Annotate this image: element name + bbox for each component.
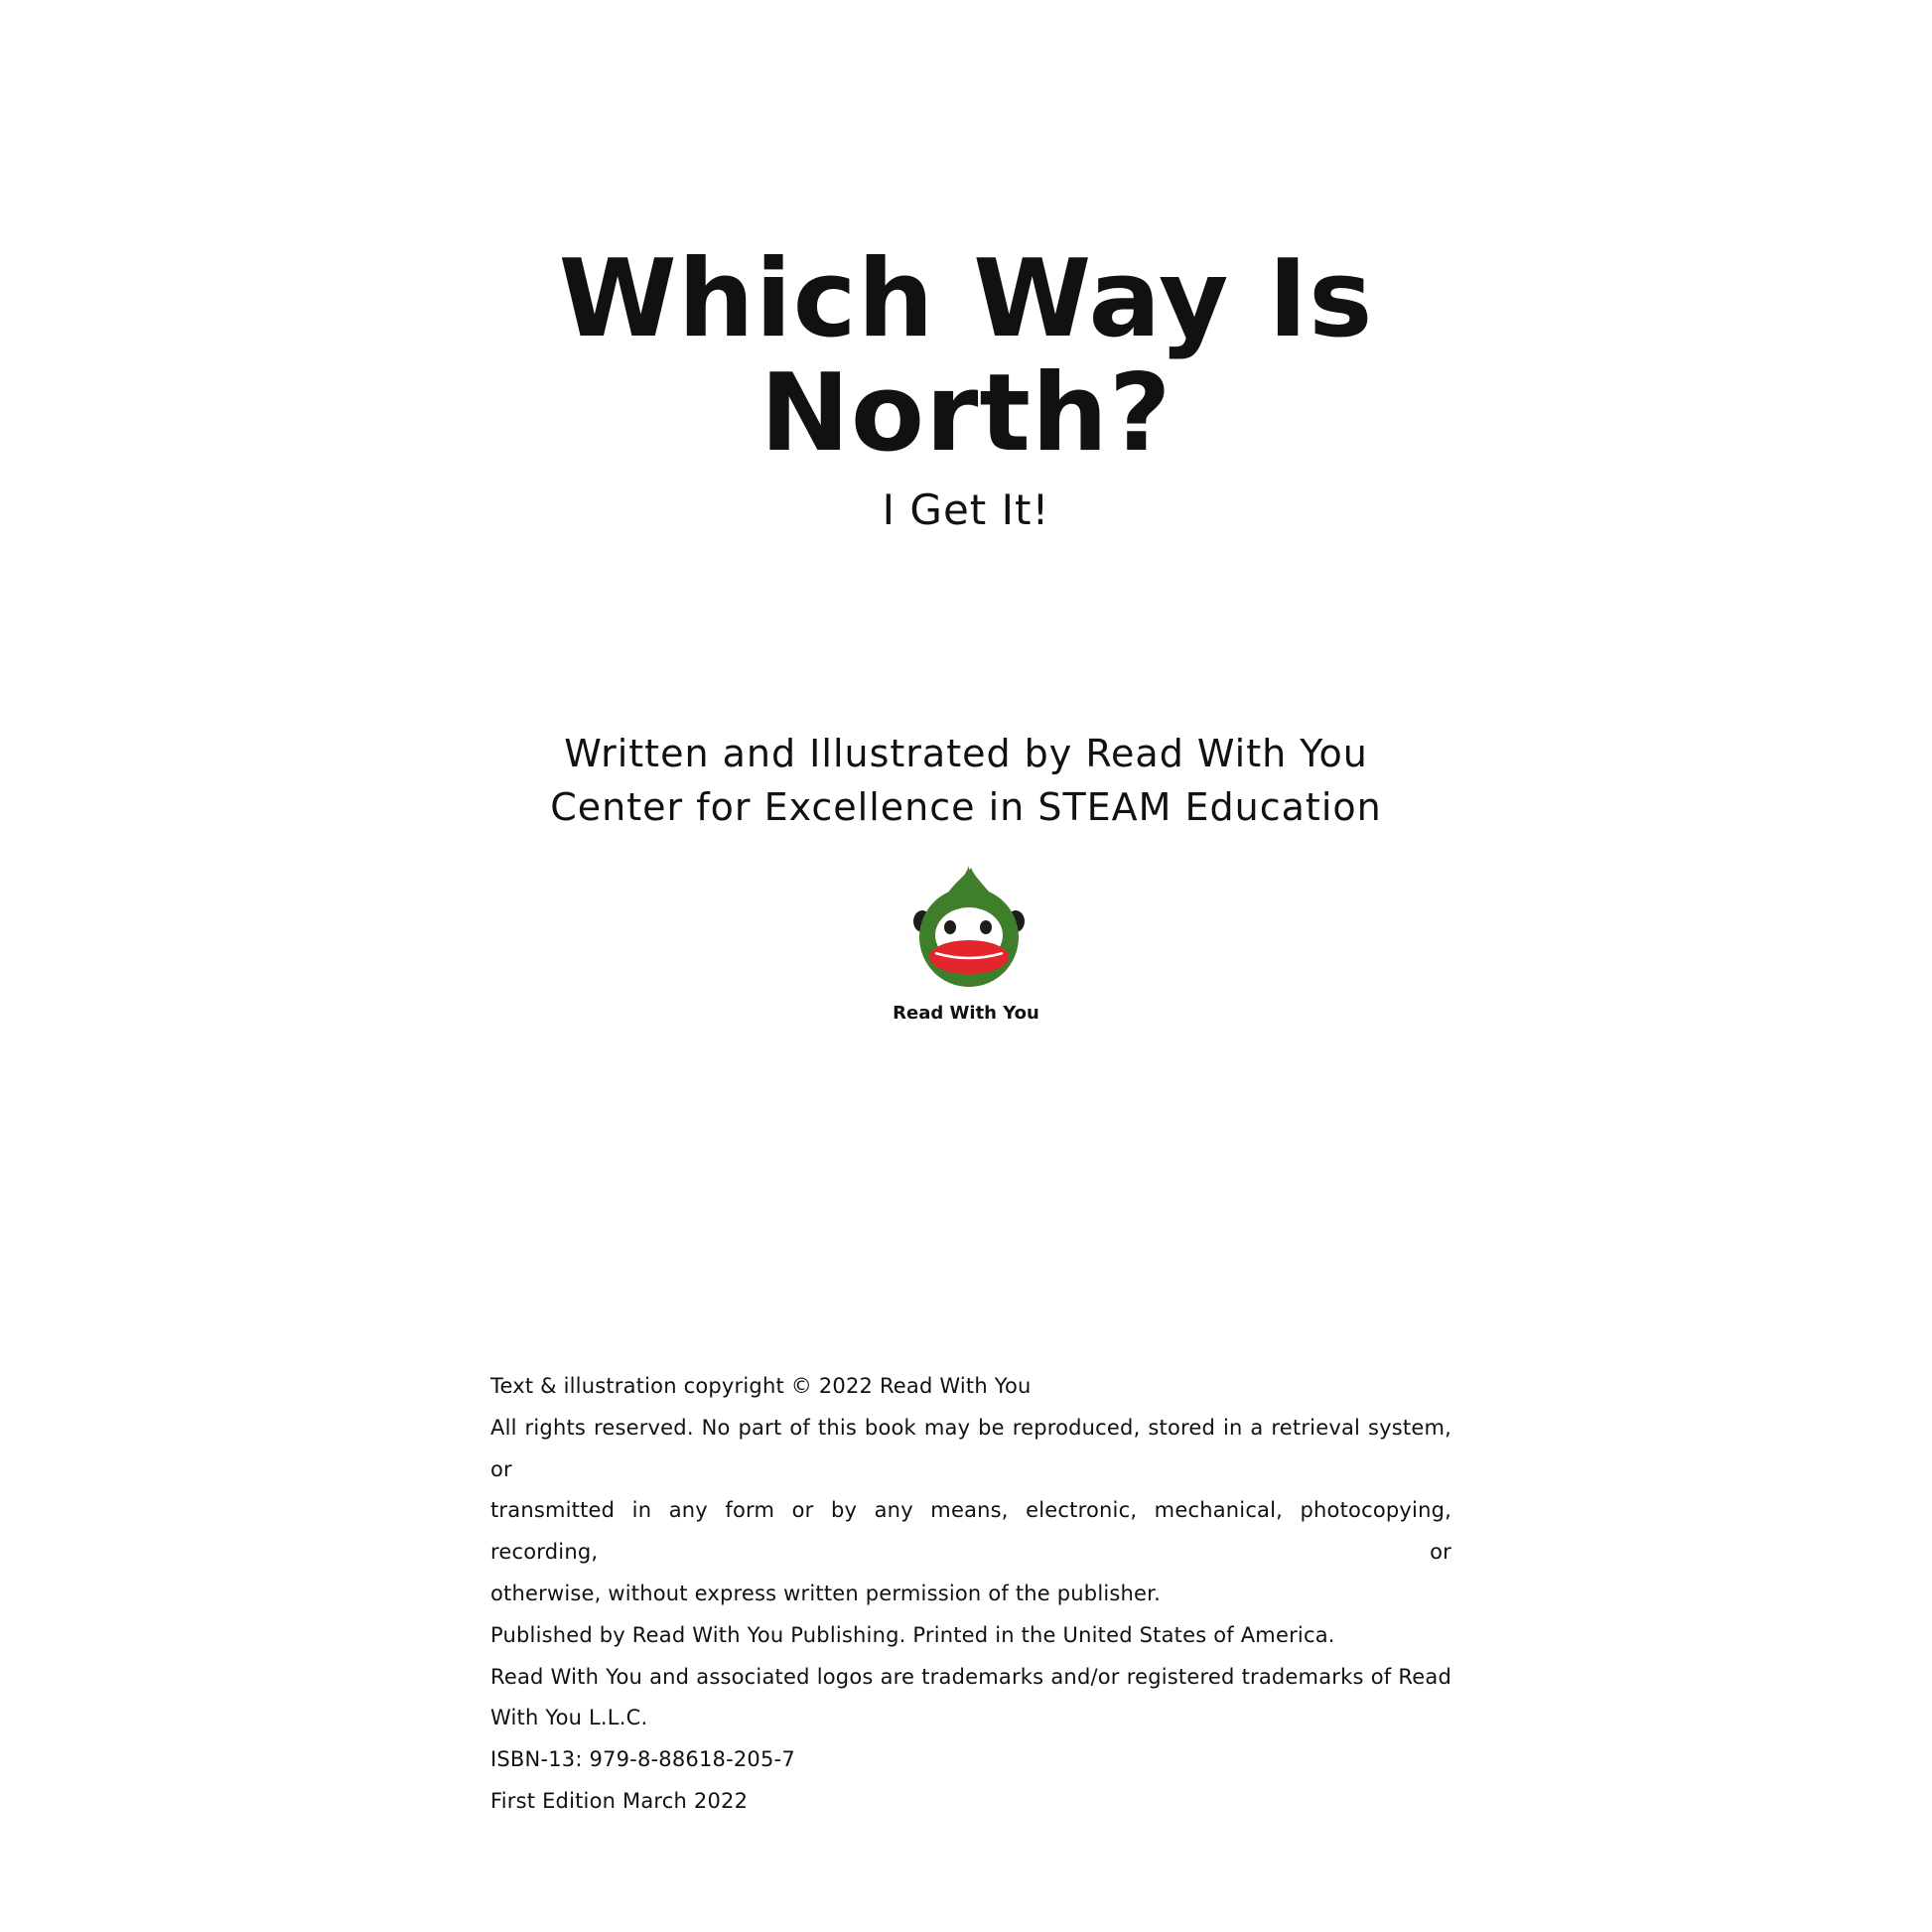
logo-wordmark: Read With You — [893, 1003, 1039, 1024]
copyright-notice — [490, 1366, 1451, 1823]
book-title-line-2: North? — [759, 351, 1173, 476]
copyright-line: All rights reserved. No part of this book may be reproduced, stored in a retrieval system, or — [490, 1415, 1451, 1481]
sock-monkey-logo-icon — [913, 866, 1025, 993]
credit-line-author: Written and Illustrated by Read With You — [564, 732, 1368, 775]
isbn-line: ISBN-13: 979-8-88618-205-7 — [490, 1747, 795, 1772]
edition-line: First Edition March 2022 — [490, 1788, 749, 1813]
copyright-line: transmitted in any form or by any means, electronic, mechanical, photocopying, recording, or — [490, 1498, 1451, 1565]
copyright-line: Read With You and associated logos are trademarks and/or registered trademarks of Read — [490, 1664, 1451, 1689]
book-subtitle: I Get It! — [882, 485, 1050, 534]
credit-line-organization: Center for Excellence in STEAM Education — [550, 785, 1382, 829]
book-title-line-1: Which Way Is — [558, 237, 1374, 361]
copyright-line: otherwise, without express written permission of the publisher. — [490, 1581, 1161, 1605]
copyright-line: Text & illustration copyright © 2022 Read With You — [490, 1374, 1032, 1398]
copyright-line: With You L.L.C. — [490, 1706, 648, 1730]
copyright-line: Published by Read With You Publishing. Printed in the United States of America. — [490, 1622, 1335, 1647]
